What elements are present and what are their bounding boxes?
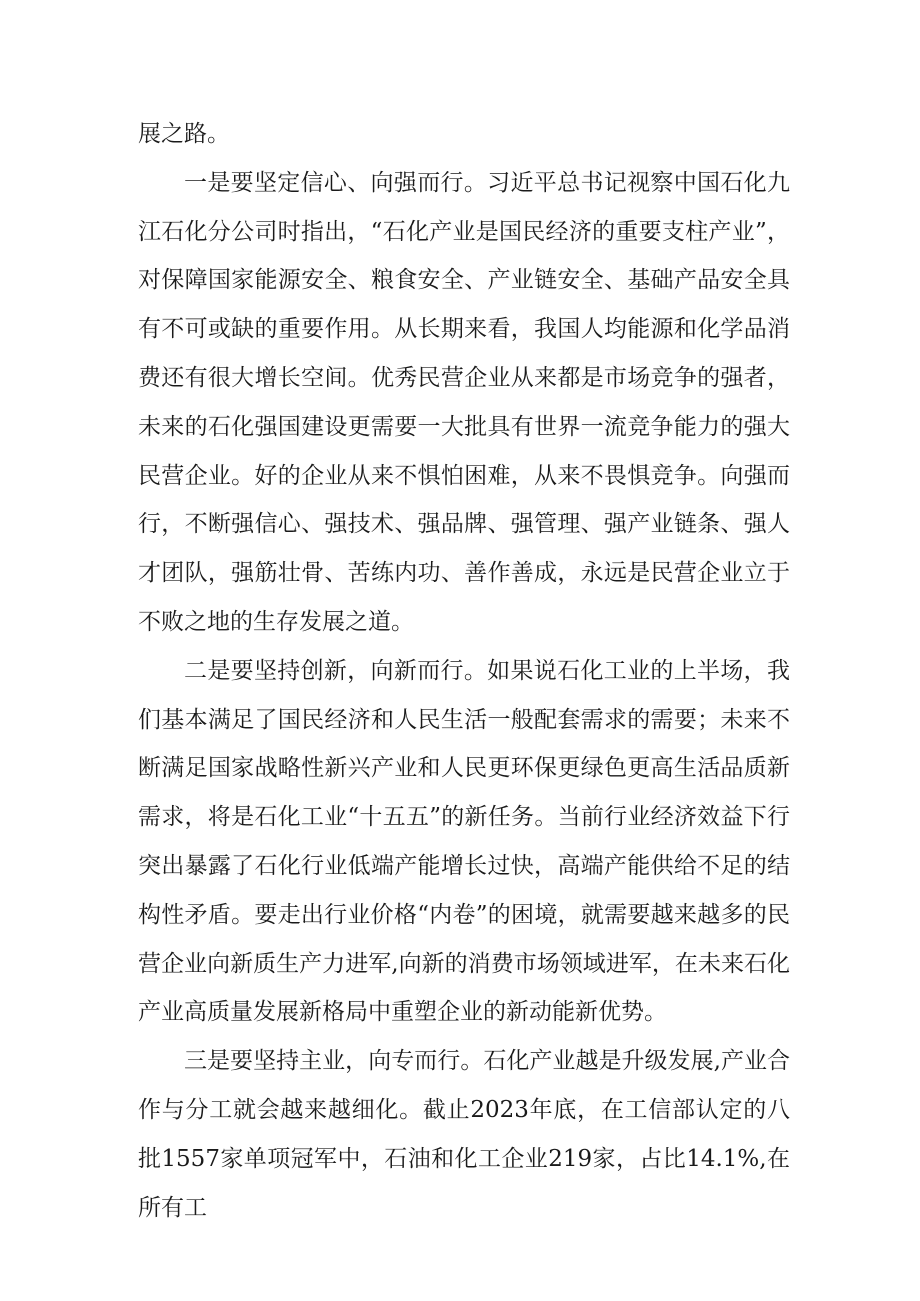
paragraph-innovation: 二是要坚持创新，向新而行。如果说石化工业的上半场，我们基本满足了国民经济和人民生活一般配套需求的需要；未来不断满足国家战略性新兴产业和人民更环保更绿色更高生活品质新需求，将是石化工业“十五五”的新任务。当前行业经济效益下行突出暴露了石化行业低端产能增长过快，高端产能供给不足的结构性矛盾。要走出行业价格“内卷”的困境，就需要越来越多的民营企业向新质生产力进军,向新的消费市场领域进军，在未来石化产业高质量发展新格局中重塑企业的新动能新优势。 xyxy=(138,657,790,1026)
paragraph-core-business: 三是要坚持主业，向专而行。石化产业越是升级发展,产业合作与分工就会越来越细化。截止2023年底，在工信部认定的八批1557家单项冠军中，石油和化工企业219家，占比14.1%,在所有工 xyxy=(138,1048,790,1221)
document-page xyxy=(138,110,790,1232)
paragraph-continuation: 展之路。 xyxy=(138,121,230,147)
paragraph-confidence-strength: 一是要坚定信心、向强而行。习近平总书记视察中国石化九江石化分公司时指出，“石化产业是国民经济的重要支柱产业”，对保障国家能源安全、粮食安全、产业链安全、基础产品安全具有不可或缺的重要作用。从长期来看，我国人均能源和化学品消费还有很大增长空间。优秀民营企业从来都是市场竞争的强者，未来的石化强国建设更需要一大批具有世界一流竞争能力的强大民营企业。好的企业从来不惧怕困难，从来不畏惧竞争。向强而行，不断强信心、强技术、强品牌、强管理、强产业链条、强人才团队，强筋壮骨、苦练内功、善作善成，永远是民营企业立于不败之地的生存发展之道。 xyxy=(138,169,790,635)
